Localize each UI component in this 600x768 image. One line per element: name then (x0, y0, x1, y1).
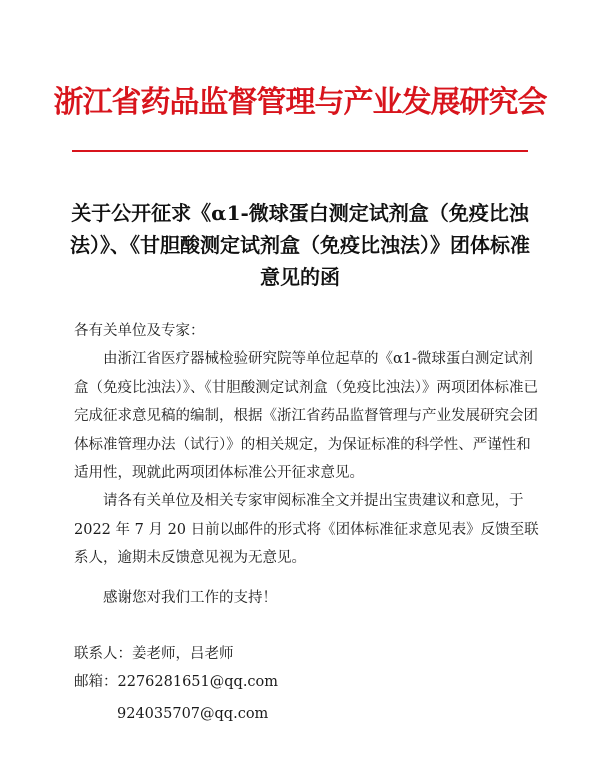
organization-title: 浙江省药品监督管理与产业发展研究会 (53, 85, 547, 120)
contact-email: 邮箱：2276281651@qq.com (74, 674, 279, 690)
contact-email-secondary: 924035707@qq.com (117, 706, 269, 722)
red-divider (72, 150, 528, 152)
contact-persons: 联系人：姜老师，吕老师 (74, 646, 234, 662)
body-paragraph-3: 感谢您对我们工作的支持！ (103, 590, 277, 606)
document-title: 关于公开征求《α1-微球蛋白测定试剂盒（免疫比浊法）》、《甘胆酸测定试剂盒（免疫比浊法）》团体标准意见的函 (70, 201, 530, 289)
salutation: 各有关单位及专家： (74, 323, 205, 339)
body-paragraph-1: 由浙江省医疗器械检验研究院等单位起草的《α1-微球蛋白测定试剂盒（免疫比浊法）》、《甘胆酸测定试剂盒（免疫比浊法）》两项团体标准已完成征求意见稿的编制，根据《浙江省药品监督管理与产业发展研究会团体标准管理办法（试行）》的相关规定，为保证标准的科学性、严谨性和适用性，现就此两项团体标准公开征求意见。 (74, 351, 538, 481)
body-paragraph-2: 请各有关单位及相关专家审阅标准全文并提出宝贵建议和意见，于 2022 年 7 月 20 日前以邮件的形式将《团体标准征求意见表》反馈至联系人，逾期未反馈意见视为无意见。 (74, 493, 539, 566)
